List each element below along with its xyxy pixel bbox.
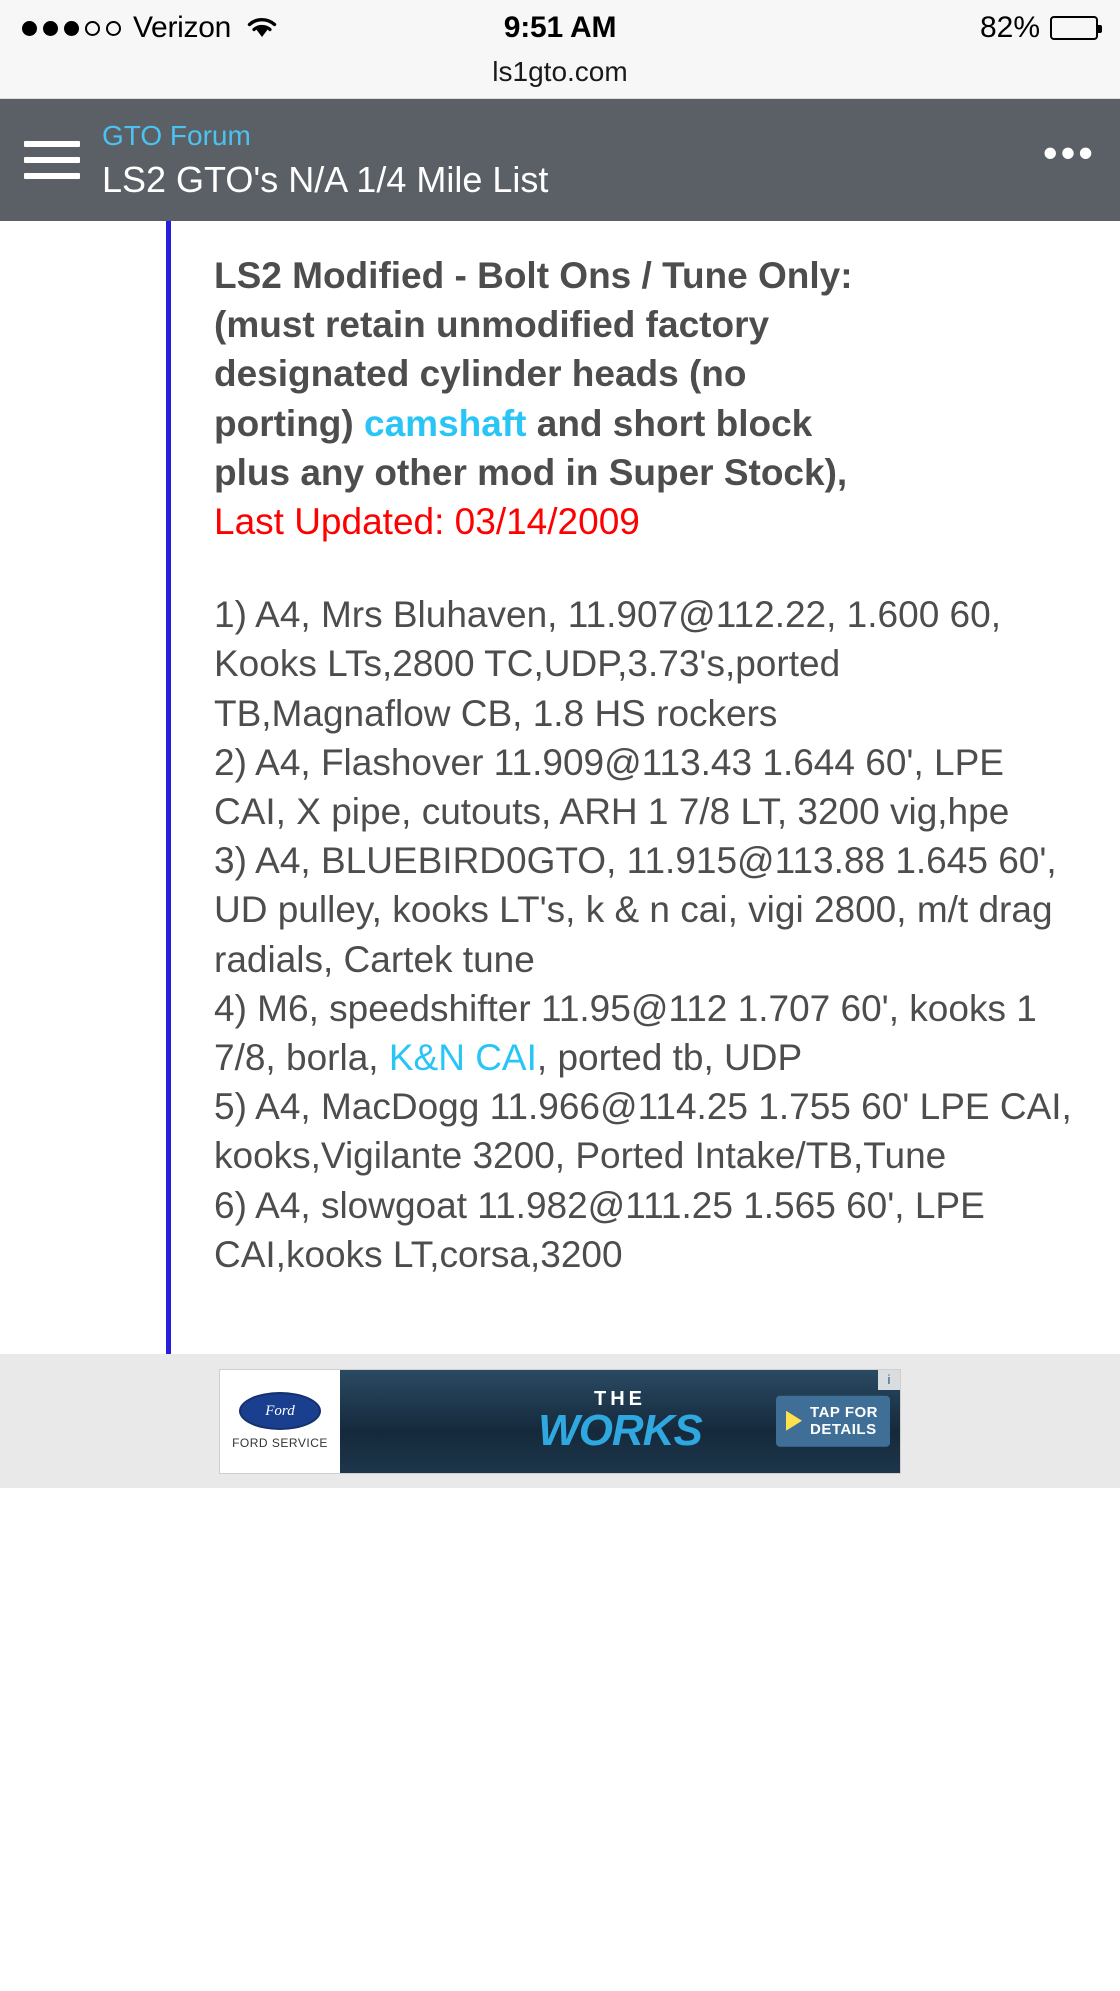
status-bar-right <box>980 11 1098 45</box>
ad-headline-small: THE <box>594 1388 646 1410</box>
forum-header <box>0 99 1120 221</box>
ios-status-bar <box>0 0 1120 56</box>
signal-dot-filled <box>22 21 37 36</box>
camshaft-link[interactable]: camshaft <box>364 402 527 444</box>
intro-line: designated cylinder heads (no <box>214 353 747 395</box>
signal-dot-filled <box>64 21 79 36</box>
ad-inner[interactable] <box>220 1370 900 1473</box>
ad-cta-line2: DETAILS <box>810 1421 877 1438</box>
intro-line-post: and short block <box>526 402 813 444</box>
ad-brand-block <box>220 1370 340 1473</box>
thread-content[interactable] <box>0 221 1120 1488</box>
hamburger-icon[interactable] <box>24 141 80 179</box>
ad-choices-icon[interactable]: i <box>878 1370 900 1390</box>
intro-line: plus any other mod in Super Stock), <box>214 451 848 493</box>
kn-cai-link[interactable]: K&N CAI <box>388 1037 537 1079</box>
list-item: 6) A4, slowgoat 11.982@111.25 1.565 60', LPE CAI,kooks LT,corsa,3200 <box>214 1184 985 1275</box>
list-item-with-link <box>214 984 1080 1082</box>
more-options-icon[interactable]: ••• <box>1042 128 1096 176</box>
ad-cta-text <box>810 1404 878 1439</box>
breadcrumb[interactable]: GTO Forum <box>102 120 251 152</box>
ad-cta-button[interactable] <box>776 1396 890 1447</box>
page-title: LS2 GTO's N/A 1/4 Mile List <box>102 158 549 200</box>
play-icon <box>786 1411 802 1431</box>
signal-dot-empty <box>85 21 100 36</box>
list-item: 1) A4, Mrs Bluhaven, 11.907@112.22, 1.600 60, Kooks LTs,2800 TC,UDP,3.73's,ported TB,Magnaflow CB, 1.8 HS rockers <box>214 594 1001 734</box>
intro-line: LS2 Modified - Bolt Ons / Tune Only: <box>214 255 853 296</box>
intro-line-pre: porting) <box>214 402 365 444</box>
signal-strength-indicator <box>22 21 121 36</box>
intro-line-with-link <box>214 399 1080 448</box>
clock-label: 9:51 AM <box>503 11 617 44</box>
battery-percent-label: 82% <box>979 11 1040 44</box>
signal-dot-empty <box>106 21 121 36</box>
list-item: 3) A4, BLUEBIRD0GTO, 11.915@113.88 1.645 60', UD pulley, kooks LT's, k & n cai, vigi 2800, m/t drag radials, Cartek tune <box>214 840 1057 980</box>
carrier-label: Verizon <box>133 11 231 44</box>
last-updated-label: Last Updated: 03/14/2009 <box>214 501 640 543</box>
ford-logo-icon: Ford <box>239 1392 321 1430</box>
post-intro <box>214 251 1080 497</box>
ad-brand-label: FORD SERVICE <box>232 1436 328 1450</box>
entry4-post: , ported tb, UDP <box>536 1037 803 1079</box>
ad-cta-line1: TAP FOR <box>810 1403 878 1421</box>
spacer <box>214 546 1080 590</box>
header-titles <box>102 118 1031 201</box>
ad-banner[interactable] <box>0 1354 1120 1488</box>
wifi-icon <box>245 13 279 44</box>
intro-line: (must retain unmodified factory <box>214 304 770 346</box>
list-item: 5) A4, MacDogg 11.966@114.25 1.755 60' LPE CAI, kooks,Vigilante 3200, Ported Intake/TB,Tune <box>214 1086 1072 1177</box>
signal-dot-filled <box>43 21 58 36</box>
quote-accent-bar <box>166 221 171 1488</box>
ad-headline-large: WORKS <box>538 1406 702 1455</box>
browser-url-bar[interactable] <box>0 56 1120 99</box>
entry4-pre: 4) M6, speedshifter 11.95@112 1.707 60', kooks 1 7/8, borla, <box>214 987 1037 1079</box>
ad-creative[interactable] <box>340 1370 900 1473</box>
battery-icon <box>1050 16 1098 40</box>
list-item: 2) A4, Flashover 11.909@113.43 1.644 60', LPE CAI, X pipe, cutouts, ARH 1 7/8 LT, 3200 vig,hpe <box>214 741 1010 833</box>
url-text: ls1gto.com <box>492 56 628 87</box>
